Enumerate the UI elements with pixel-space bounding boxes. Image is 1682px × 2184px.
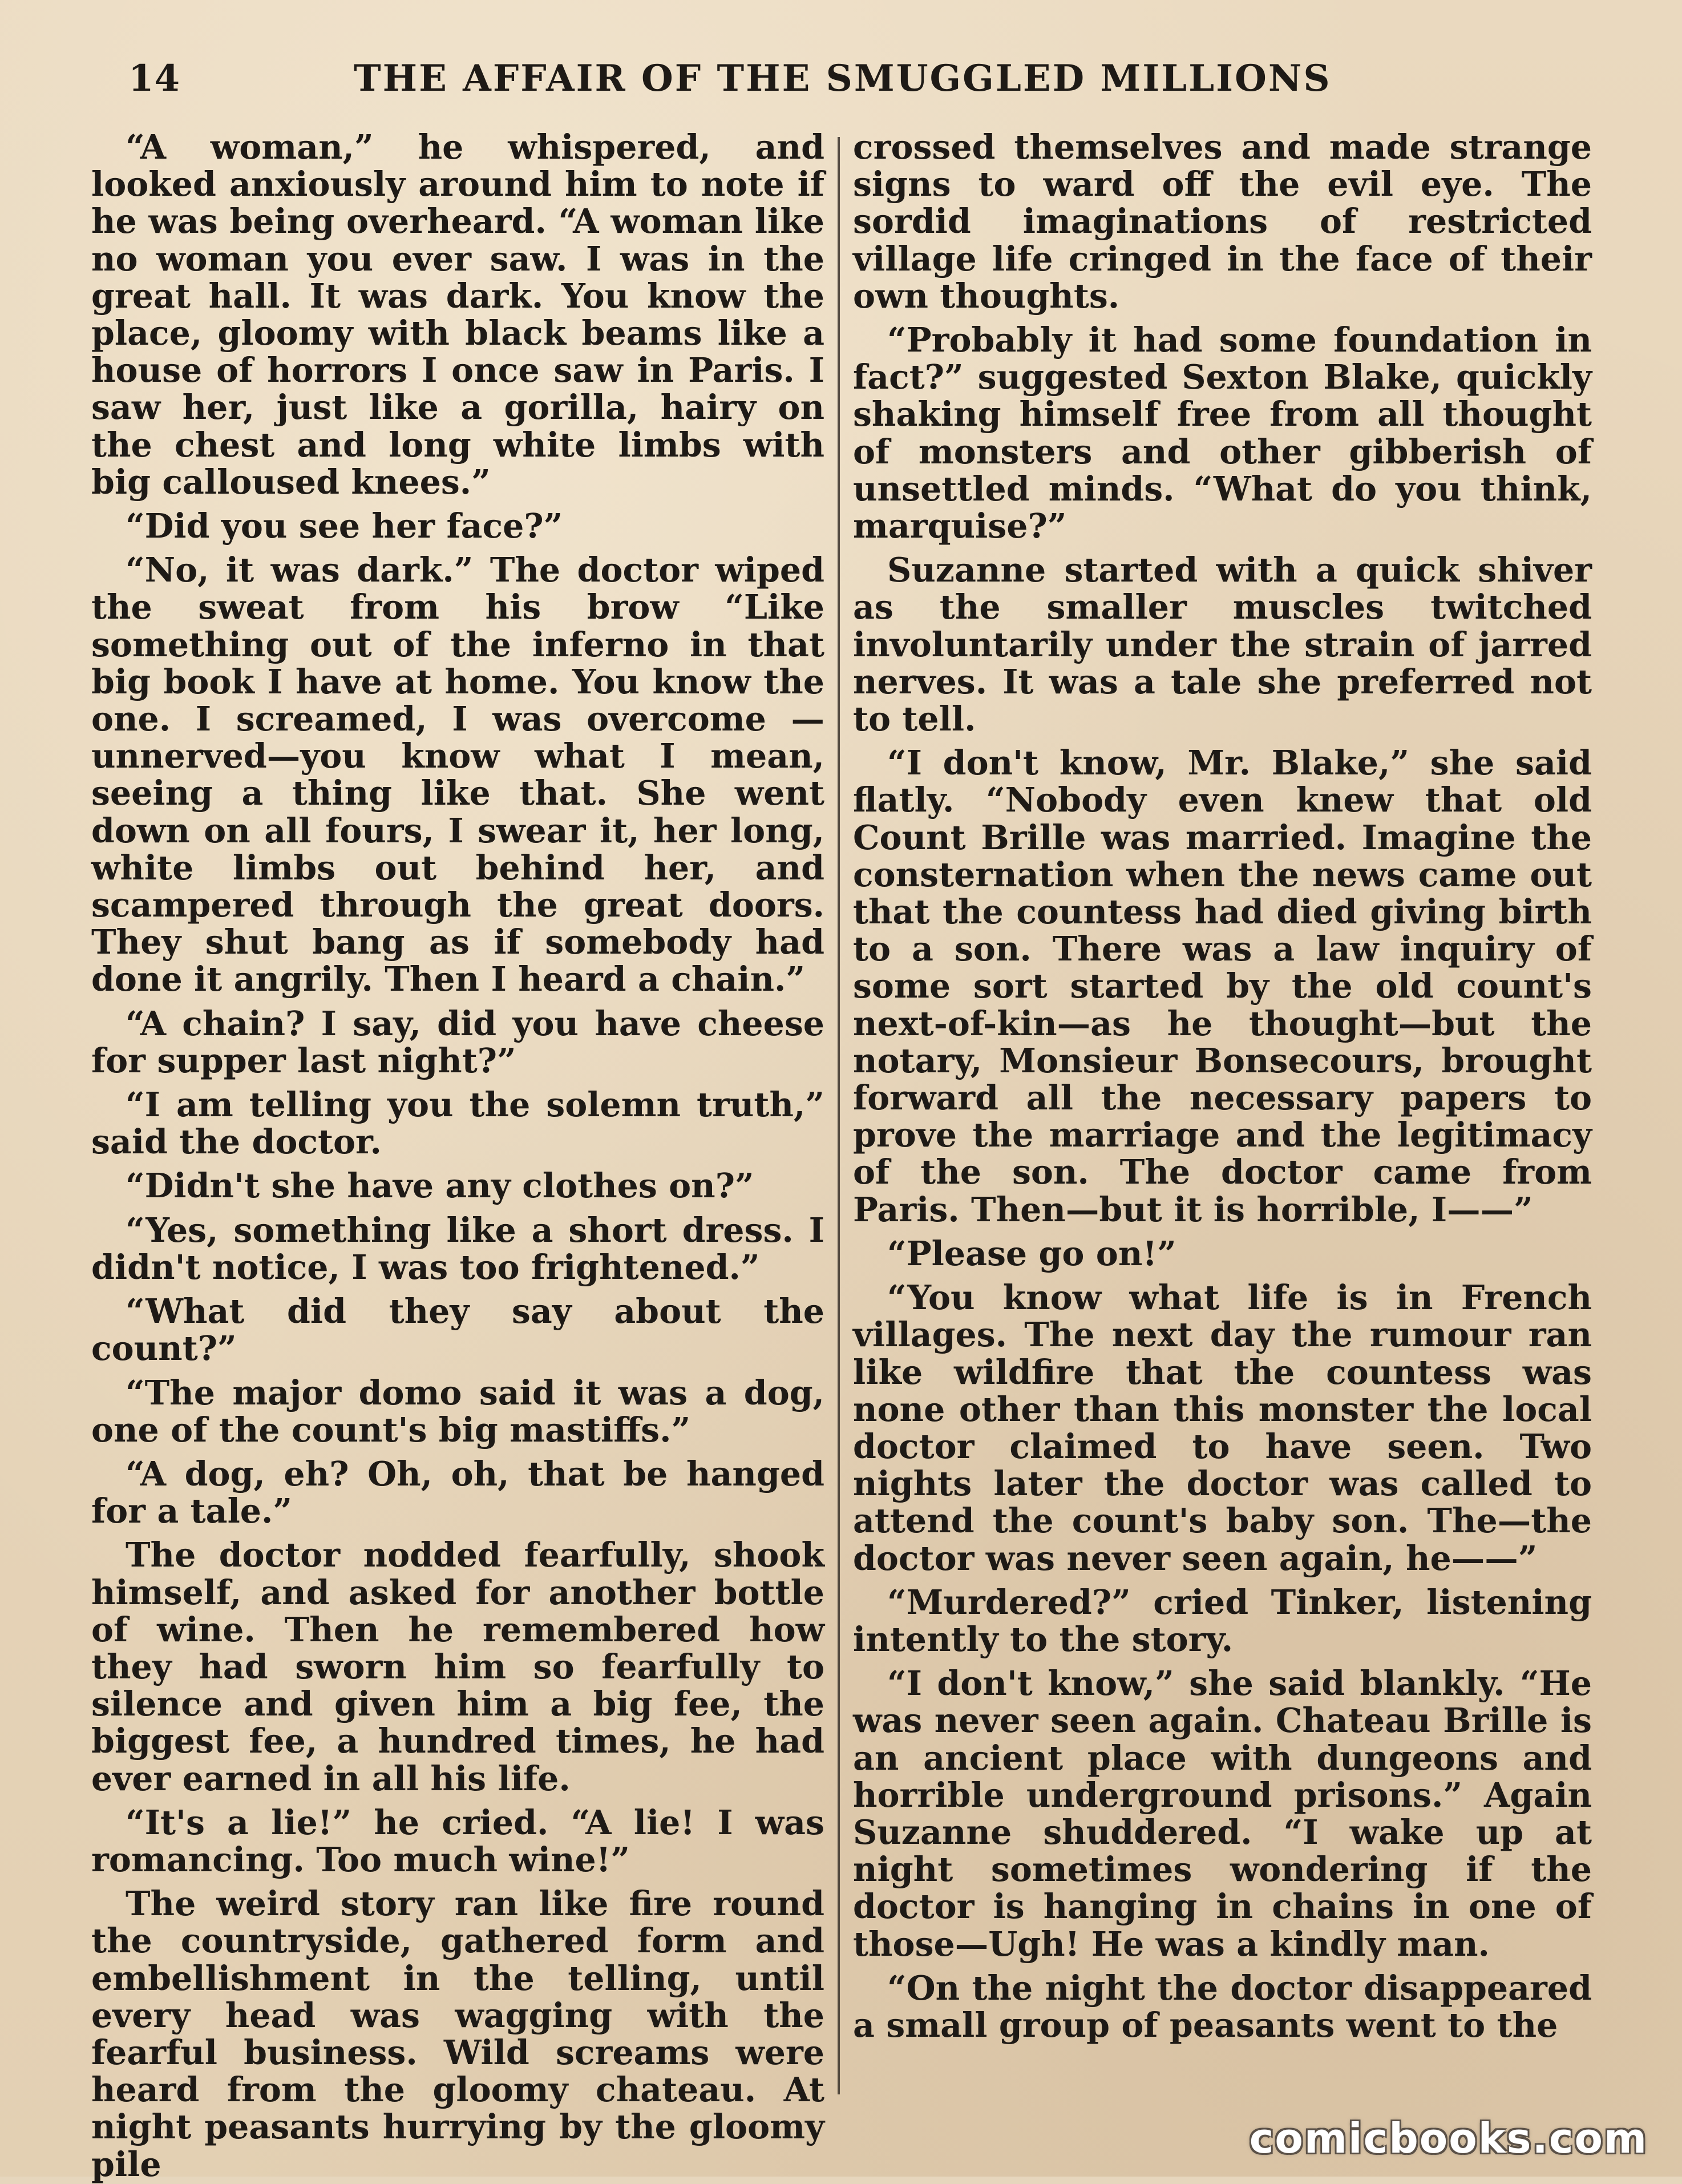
paragraph: “You know what life is in French villages. The next day the rumour ran like wildfire that the countess was none other than this monster the local doctor claimed to have seen. Two nights later the doctor was called to attend the count's baby son. The—the doctor was never seen again, he——” (853, 1278, 1592, 1578)
column-divider (838, 137, 840, 2094)
paragraph: “Murdered?” cried Tinker, listening intently to the story. (853, 1582, 1592, 1659)
page-header (0, 57, 1682, 120)
watermark: comicbooks.com (1249, 2114, 1648, 2162)
paragraph: “A chain? I say, did you have cheese for supper last night?” (91, 1003, 824, 1080)
paragraph: Suzanne started with a quick shiver as the smaller muscles twitched involuntarily under the strain of jarred nerves. It was a tale she preferred not to tell. (853, 550, 1592, 739)
paragraph: “Yes, something like a short dress. I didn't notice, I was too frightened.” (91, 1210, 824, 1287)
paragraph: “I am telling you the solemn truth,” said the doctor. (91, 1085, 824, 1162)
paragraph: “The major domo said it was a dog, one of the count's big mastiffs.” (91, 1372, 824, 1450)
paragraph: “I don't know, Mr. Blake,” she said flatly. “Nobody even knew that old Count Brille was married. Imagine the consternation when the news came out that the countess had died giving birth to a son. There was a law inquiry of some sort started by the old count's next-of-kin—as he thought—but the notary, Monsieur Bonsecours, brought forward all the necessary papers to prove the marriage and the legitimacy of the son. The doctor came from Paris. Then—but it is horrible, I——” (853, 743, 1592, 1229)
right-text-column (853, 128, 1592, 2109)
paragraph: The doctor nodded fearfully, shook himself, and asked for another bottle of wine. Then he remembered how they had sworn him so fearfully to silence and given him a big fee, the biggest fee, a hundred times, he had ever earned in all his life. (91, 1535, 824, 1798)
page-number: 14 (128, 57, 181, 100)
paragraph: “What did they say about the count?” (91, 1291, 824, 1368)
paragraph: The weird story ran like fire round the countryside, gathered form and embellishment in the telling, until every head was wagging with the fearful business. Wild screams were heard from the gloomy chateau. At night peasants hurrying by the gloomy pile (91, 1884, 824, 2184)
left-text-column (91, 127, 824, 2184)
paragraph: “I don't know,” she said blankly. “He was never seen again. Chateau Brille is an ancient place with dungeons and horrible underground prisons.” Again Suzanne shuddered. “I wake up at night sometimes wondering if the doctor is hanging in chains in one of those—Ugh! He was a kindly man. (853, 1664, 1592, 1964)
running-title: THE AFFAIR OF THE SMUGGLED MILLIONS (354, 57, 1332, 100)
paragraph: “A woman,” he whispered, and looked anxiously around him to note if he was being overheard. “A woman like no woman you ever saw. I was in the great hall. It was dark. You know the place, gloomy with black beams like a house of horrors I once saw in Paris. I saw her, just like a gorilla, hairy on the chest and long white limbs with big calloused knees.” (91, 127, 824, 502)
paragraph: “Please go on!” (887, 1233, 1176, 1273)
paragraph: “On the night the doctor disappeared a small group of peasants went to the (853, 1968, 1592, 2045)
paragraph: “Didn't she have any clothes on?” (126, 1166, 754, 1206)
paragraph: “No, it was dark.” The doctor wiped the sweat from his brow “Like something out of the inferno in that big book I have at home. You know the one. I screamed, I was overcome —unnerved—you know what I mean, seeing a thing like that. She went down on all fours, I swear it, her long, white limbs out behind her, and scampered through the great doors. They shut bang as if somebody had done it angrily. Then I heard a chain.” (91, 550, 824, 999)
paragraph: “A dog, eh? Oh, oh, that be hanged for a tale.” (91, 1454, 824, 1531)
paragraph: “It's a lie!” he cried. “A lie! I was romancing. Too much wine!” (91, 1802, 824, 1879)
paragraph: crossed themselves and made strange signs to ward off the evil eye. The sordid imaginations of restricted village life cringed in the face of their own thoughts. (853, 127, 1592, 316)
paragraph: “Did you see her face?” (126, 506, 563, 546)
paragraph: “Probably it had some foundation in fact?” suggested Sexton Blake, quickly shaking himself free from all thought of monsters and other gibberish of unsettled minds. “What do you think, marquise?” (853, 320, 1592, 546)
